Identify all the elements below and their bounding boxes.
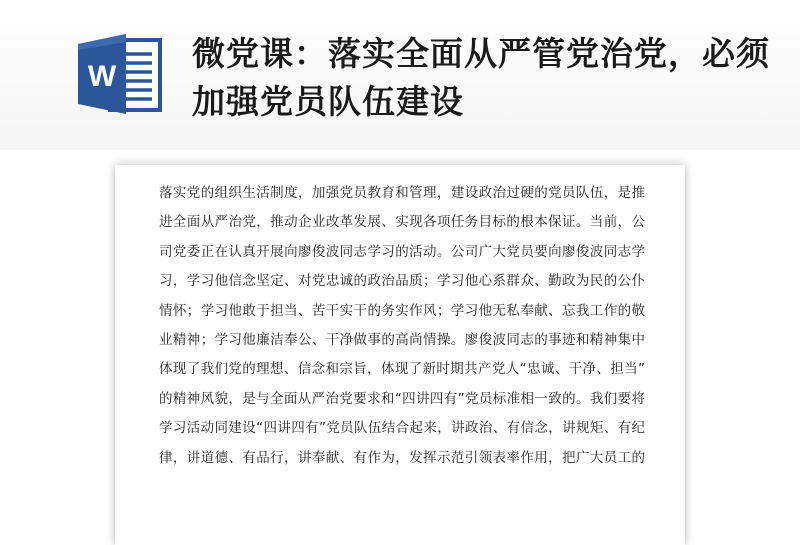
document-page	[115, 165, 685, 545]
word-letter: W	[87, 60, 117, 93]
document-body	[159, 179, 645, 473]
body-line: 落实党的组织生活制度，加强党员教育和管理，建设政治过硬的党员队伍，是推	[159, 185, 645, 201]
body-line: 业精神；学习他廉洁奉公、干净做事的高尚情操。廖俊波同志的事迹和精神集中	[159, 332, 645, 349]
body-line: 进全面从严治党，推动企业改革发展、实现各项任务目标的根本保证。当前，公	[159, 214, 645, 231]
body-line: 律，讲道德、有品行，讲奉献、有作为，发挥示范引领表率作用，把广大员工的	[159, 449, 645, 466]
body-line: 学习活动同建设“四讲四有”党员队伍结合起来，讲政治、有信念，讲规矩、有纪	[159, 420, 645, 437]
word-document-icon	[76, 32, 164, 116]
page-title: 微党课：落实全面从严管党治党，必须加强党员队伍建设	[192, 34, 770, 121]
body-line: 的精神风貌，是与全面从严治党要求和“四讲四有”党员标准相一致的。我们要将	[159, 390, 645, 407]
body-line: 情怀；学习他敢于担当、苦干实干的务实作风；学习他无私奉献、忘我工作的敬	[159, 302, 645, 319]
body-line: 体现了我们党的理想、信念和宗旨，体现了新时期共产党人“忠诚、干净、担当”	[159, 361, 645, 378]
body-line: 司党委正在认真开展向廖俊波同志学习的活动。公司广大党员要向廖俊波同志学	[159, 243, 645, 260]
body-line: 习，学习他信念坚定、对党忠诚的政治品质；学习他心系群众、勤政为民的公仆	[159, 273, 645, 290]
